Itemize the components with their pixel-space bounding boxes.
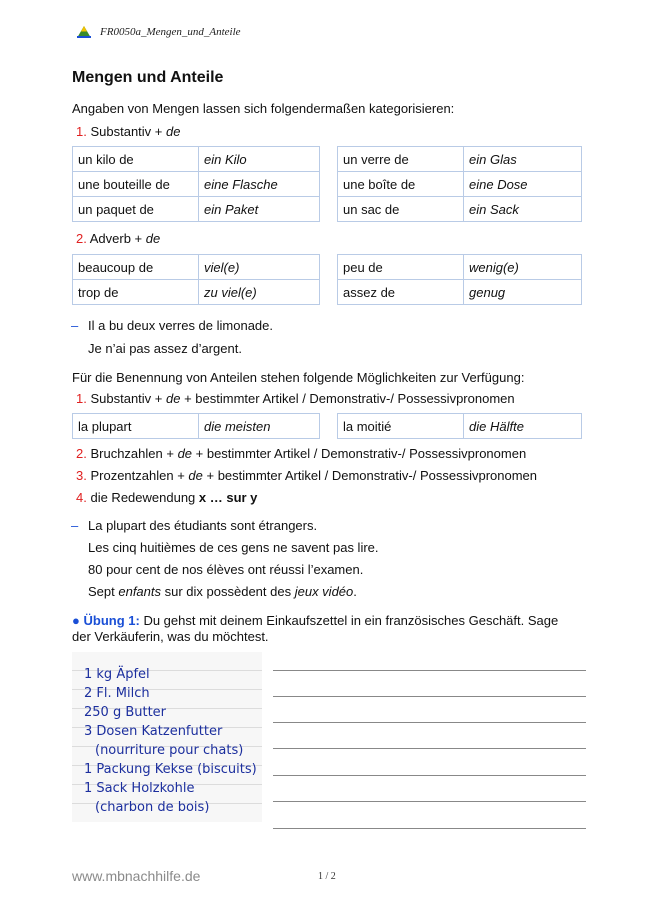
item-number: 1.: [76, 124, 87, 139]
table-row: [338, 414, 582, 439]
table-cell: ein Kilo: [199, 147, 320, 172]
list-item: 1 Packung Kekse (biscuits): [84, 762, 257, 777]
table-row: [338, 280, 582, 305]
example-line: [88, 584, 357, 599]
table-cell: un paquet de: [73, 197, 199, 222]
answer-line[interactable]: [273, 696, 586, 697]
table-cell: beaucoup de: [73, 255, 199, 280]
section1-item1: [76, 124, 180, 139]
document-header: [76, 24, 241, 40]
item-text: + bestimmter Artikel / Demonstrativ-/ Possessivpronomen: [202, 468, 538, 483]
list-item: 250 g Butter: [84, 705, 167, 720]
table-cell: un kilo de: [73, 147, 199, 172]
list-item: 2 Fl. Milch: [84, 686, 150, 701]
item-italic: de: [166, 124, 181, 139]
table-cell: wenig(e): [464, 255, 582, 280]
table-cell: ein Sack: [464, 197, 582, 222]
table-cell: ein Paket: [199, 197, 320, 222]
logo-icon: [76, 25, 92, 39]
table-cell: peu de: [338, 255, 464, 280]
table-cell: die Hälfte: [464, 414, 582, 439]
table-row: [338, 172, 582, 197]
table-cell: eine Flasche: [199, 172, 320, 197]
answer-line[interactable]: [273, 775, 586, 776]
table-row: [338, 147, 582, 172]
table-cell: un sac de: [338, 197, 464, 222]
table-cell: eine Dose: [464, 172, 582, 197]
answer-line[interactable]: [273, 828, 586, 829]
table-row: [73, 414, 320, 439]
exercise-text-2: der Verkäuferin, was du möchtest.: [72, 629, 269, 644]
exercise-label: Übung 1:: [83, 613, 140, 628]
section1-item2: [76, 231, 160, 246]
page-title: Mengen und Anteile: [72, 69, 224, 86]
table-row: [73, 197, 320, 222]
answer-line[interactable]: [273, 801, 586, 802]
text-italic: jeux vidéo: [294, 584, 354, 599]
item-italic: de: [145, 231, 161, 246]
item-text: die Redewendung: [90, 490, 199, 505]
table-cell: un verre de: [338, 147, 464, 172]
shopping-list: [72, 652, 262, 822]
table-row: [338, 255, 582, 280]
example-line: Il a bu deux verres de limonade.: [88, 318, 273, 333]
item-italic: de: [188, 468, 203, 483]
page-number: 1 / 2: [318, 871, 336, 882]
section1-intro: Angaben von Mengen lassen sich folgendermaßen kategorisieren:: [72, 101, 455, 116]
table-cell: zu viel(e): [199, 280, 320, 305]
list-item: 3 Dosen Katzenfutter: [84, 724, 223, 739]
section2-item4: [76, 490, 257, 505]
item-bold: x … sur y: [198, 490, 258, 505]
answer-line[interactable]: [273, 722, 586, 723]
list-item: (charbon de bois): [95, 800, 210, 815]
text-span: sur dix possèdent des: [161, 584, 295, 599]
table-row: [73, 255, 320, 280]
example-line: La plupart des étudiants sont étrangers.: [88, 518, 318, 533]
table-row: [73, 172, 320, 197]
text-span: .: [353, 584, 357, 599]
table-row: [338, 197, 582, 222]
item-text: Substantiv +: [90, 124, 166, 139]
item-text: + bestimmter Artikel / Demonstrativ-/ Possessivpronomen: [180, 391, 515, 406]
table-row: [73, 280, 320, 305]
text-italic: enfants: [118, 584, 162, 599]
item-text: Bruchzahlen +: [90, 446, 178, 461]
item-text: Prozentzahlen +: [90, 468, 189, 483]
section2-intro: Für die Benennung von Anteilen stehen folgende Möglichkeiten zur Verfügung:: [72, 370, 525, 385]
example-dash: –: [71, 318, 79, 333]
adverb-table-b: [337, 254, 582, 305]
item-italic: de: [166, 391, 181, 406]
quantity-table-1b: [337, 146, 582, 222]
portion-table-b: [337, 413, 582, 439]
answer-line[interactable]: [273, 670, 586, 671]
example-dash: –: [71, 518, 79, 533]
table-cell: une bouteille de: [73, 172, 199, 197]
item-number: 3.: [76, 468, 87, 483]
example-line: 80 pour cent de nos élèves ont réussi l’examen.: [88, 562, 364, 577]
list-item: 1 kg Äpfel: [84, 667, 150, 682]
footer-website: www.mbnachhilfe.de: [72, 868, 201, 884]
example-line: Je n’ai pas assez d’argent.: [88, 341, 242, 356]
example-line: Les cinq huitièmes de ces gens ne savent pas lire.: [88, 540, 379, 555]
table-cell: la plupart: [73, 414, 199, 439]
quantity-table-1: [72, 146, 320, 222]
table-row: [73, 147, 320, 172]
table-cell: viel(e): [199, 255, 320, 280]
bullet-icon: ●: [72, 613, 80, 628]
table-cell: une boîte de: [338, 172, 464, 197]
list-item: (nourriture pour chats): [95, 743, 244, 758]
table-cell: la moitié: [338, 414, 464, 439]
item-text: Substantiv +: [90, 391, 166, 406]
answer-line[interactable]: [273, 748, 586, 749]
table-cell: die meisten: [199, 414, 320, 439]
item-number: 4.: [76, 490, 87, 505]
item-text: + bestimmter Artikel / Demonstrativ-/ Possessivpronomen: [192, 446, 527, 461]
item-number: 2.: [76, 231, 87, 246]
section2-item3: [76, 468, 537, 483]
table-cell: assez de: [338, 280, 464, 305]
section2-item1: [76, 391, 515, 406]
portion-table: [72, 413, 320, 439]
item-number: 1.: [76, 391, 87, 406]
table-cell: genug: [464, 280, 582, 305]
table-cell: ein Glas: [464, 147, 582, 172]
table-cell: trop de: [73, 280, 199, 305]
text-span: Sept: [88, 584, 119, 599]
exercise-text: Du gehst mit deinem Einkaufszettel in ein französisches Geschäft. Sage: [143, 613, 559, 628]
section2-item2: [76, 446, 526, 461]
item-text: Adverb +: [89, 231, 146, 246]
file-name: FR0050a_Mengen_und_Anteile: [100, 26, 241, 38]
item-number: 2.: [76, 446, 87, 461]
adverb-table: [72, 254, 320, 305]
list-item: 1 Sack Holzkohle: [84, 781, 195, 796]
item-italic: de: [177, 446, 193, 461]
exercise-heading: [72, 613, 558, 628]
